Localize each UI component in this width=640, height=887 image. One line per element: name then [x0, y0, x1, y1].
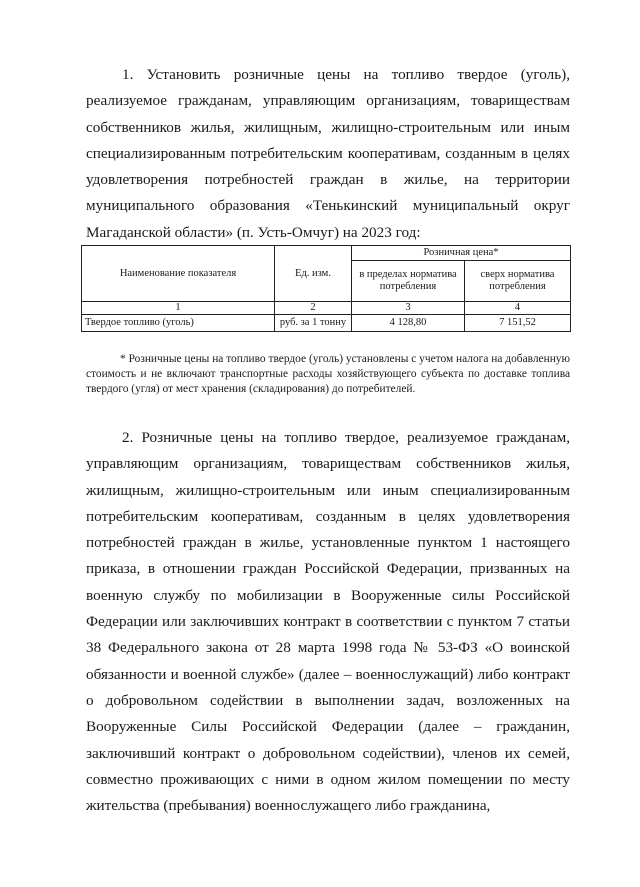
row-name: Твердое топливо (уголь) [82, 315, 275, 332]
table-column-numbers-row [82, 302, 571, 315]
header-retail-price: Розничная цена* [352, 246, 571, 261]
table-footnote: * Розничные цены на топливо твердое (уголь) установлены с учетом налога на добавленную стоимость и не включают транспортные расходы хозяйствующего субъекта по доставке топлива твердого (угля) от мест хранения (складирования) до потребителей. [86, 353, 570, 396]
paragraph-2: 2. Розничные цены на топливо твердое, реализуемое гражданам, управляющим организациям, товариществам собственников жилья, жилищным, жилищно-строительным или иным специализированным потребительским кооперативам, созданным в целях удовлетворения потребностей граждан в жилье, установленные пунктом 1 настоящего приказа, в отношении граждан Российской Федерации, призванных на военную службу по мобилизации в Вооруженные силы Российской Федерации или заключивших контракт в соответствии с пунктом 7 статьи 38 Федерального закона от 28 марта 1998 года № 53-ФЗ «О воинской обязанности и военной службе» (далее – военнослужащий) либо контракт о добровольном содействии в выполнении задач, возложенных на Вооруженные Силы Российской Федерации (далее – гражданин, заключивший контракт о добровольном содействии), членов их семей, совместно проживающих с ними в одном жилом помещении по месту жительства (пребывания) военнослужащего либо гражданина, [86, 429, 570, 815]
header-above-norm: сверх норматива потребления [465, 261, 571, 302]
header-name: Наименование показателя [82, 246, 275, 302]
column-number: 1 [82, 302, 275, 315]
header-within-norm: в пределах норматива потребления [352, 261, 465, 302]
row-unit: руб. за 1 тонну [275, 315, 352, 332]
header-unit: Ед. изм. [275, 246, 352, 302]
paragraph-1: 1. Установить розничные цены на топливо твердое (уголь), реализуемое гражданам, управляющим организациям, товариществам собственников жилья, жилищным, жилищно-строительным или иным специализированным потребительским кооперативам, созданным в целях удовлетворения потребностей граждан в жилье, на территории муниципального образования «Тенькинский муниципальный округ Магаданской области» (п. Усть-Омчуг) на 2023 год: [86, 66, 570, 241]
table-header-row [82, 246, 571, 261]
column-number: 2 [275, 302, 352, 315]
row-within-norm: 4 128,80 [352, 315, 465, 332]
column-number: 3 [352, 302, 465, 315]
row-above-norm: 7 151,52 [465, 315, 571, 332]
price-table [81, 245, 571, 332]
table-row [82, 315, 571, 332]
column-number: 4 [465, 302, 571, 315]
